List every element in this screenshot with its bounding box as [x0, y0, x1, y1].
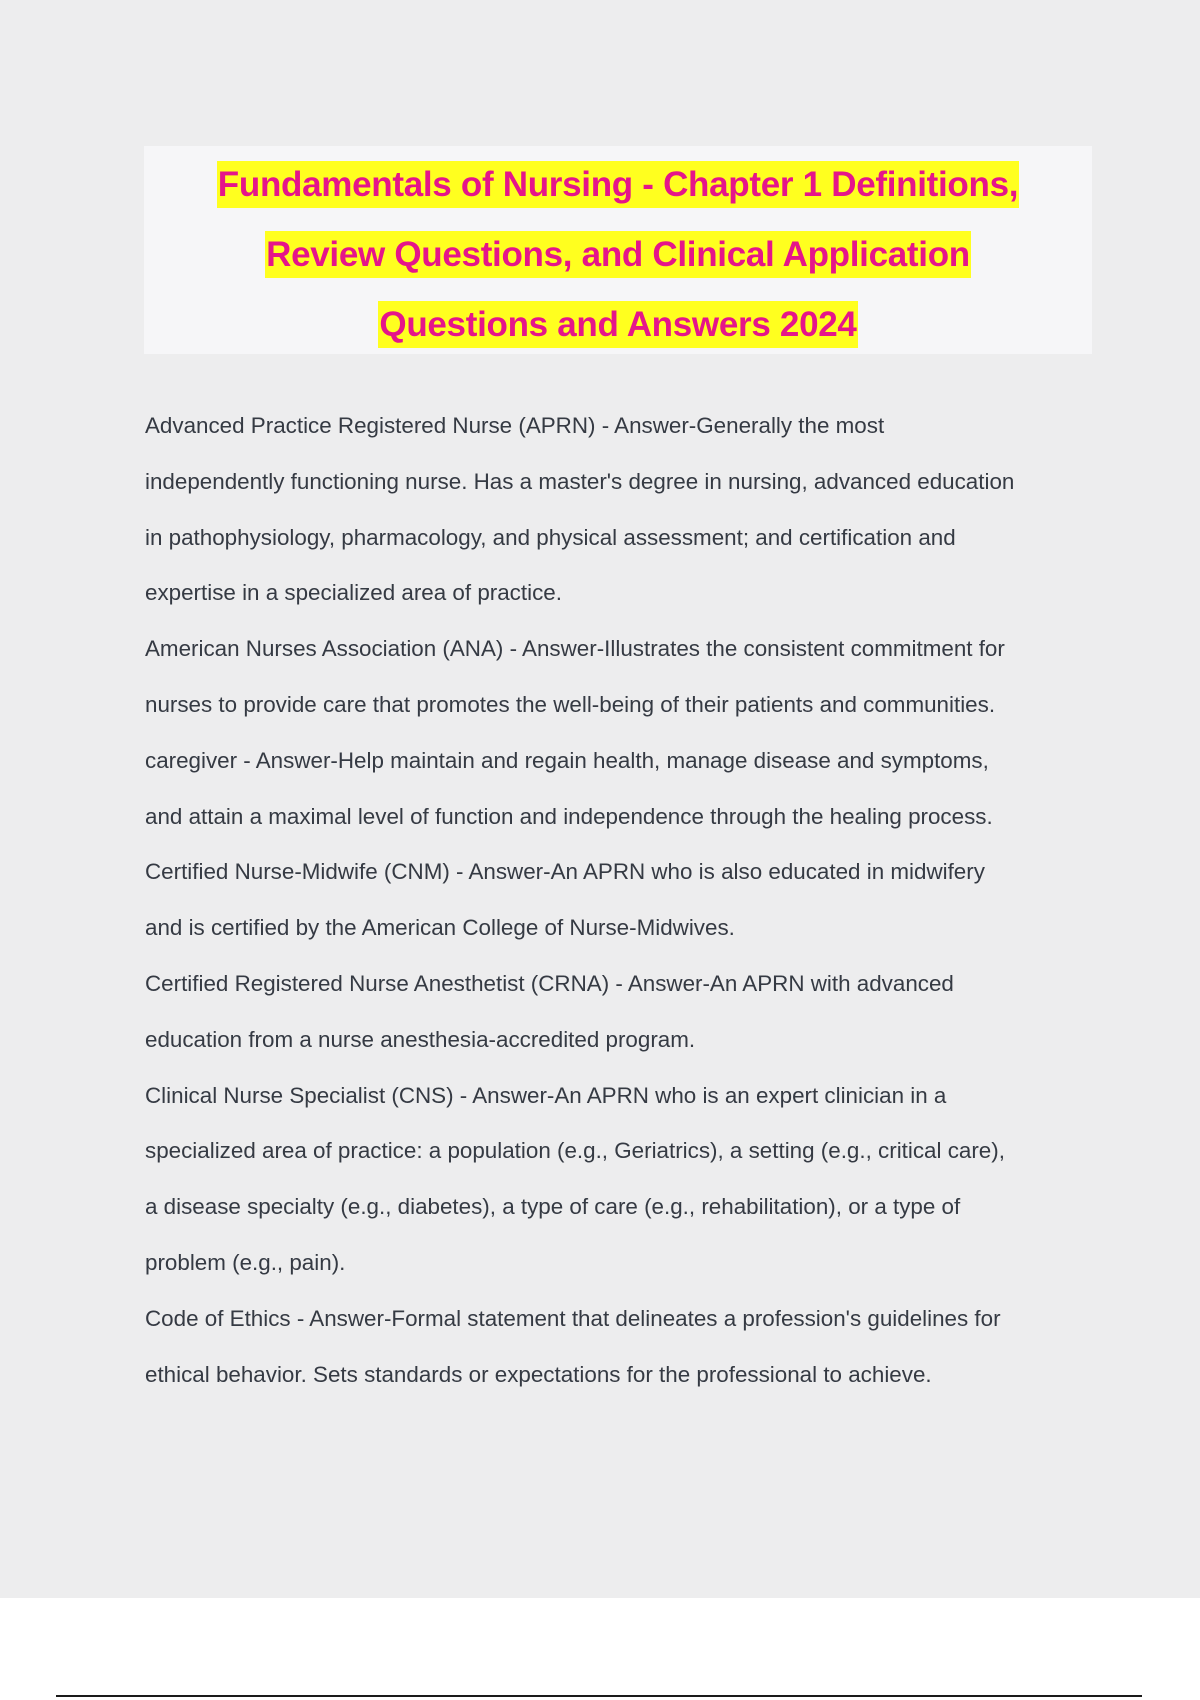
title-line-text: Fundamentals of Nursing - Chapter 1 Definitions,	[217, 161, 1019, 208]
title-line-text: Review Questions, and Clinical Application	[265, 231, 971, 278]
document-body	[145, 398, 1095, 1402]
body-line: specialized area of practice: a population (e.g., Geriatrics), a setting (e.g., critical care),	[145, 1138, 1005, 1164]
body-line: nurses to provide care that promotes the well-being of their patients and communities.	[145, 691, 996, 717]
body-line: Certified Nurse-Midwife (CNM) - Answer-An APRN who is also educated in midwifery	[145, 859, 985, 885]
body-line: independently functioning nurse. Has a master's degree in nursing, advanced education	[145, 468, 1015, 494]
title-line	[144, 220, 1092, 290]
body-line: and is certified by the American College of Nurse-Midwives.	[145, 915, 735, 941]
body-line: ethical behavior. Sets standards or expectations for the professional to achieve.	[145, 1361, 932, 1387]
body-line: and attain a maximal level of function and independence through the healing process.	[145, 803, 993, 829]
document-title	[144, 146, 1092, 354]
body-line: Clinical Nurse Specialist (CNS) - Answer-An APRN who is an expert clinician in a	[145, 1082, 947, 1108]
title-line-text: Questions and Answers 2024	[378, 301, 857, 348]
body-line: in pathophysiology, pharmacology, and physical assessment; and certification and	[145, 524, 956, 550]
page-divider	[56, 1695, 1142, 1697]
body-line: Certified Registered Nurse Anesthetist (CRNA) - Answer-An APRN with advanced	[145, 970, 954, 996]
body-line: American Nurses Association (ANA) - Answer-Illustrates the consistent commitment for	[145, 636, 1005, 662]
body-line: a disease specialty (e.g., diabetes), a type of care (e.g., rehabilitation), or a type of	[145, 1194, 961, 1220]
body-line: education from a nurse anesthesia-accredited program.	[145, 1026, 696, 1052]
title-line	[144, 150, 1092, 220]
title-line	[144, 290, 1092, 360]
body-line: problem (e.g., pain).	[145, 1249, 346, 1275]
body-line: caregiver - Answer-Help maintain and regain health, manage disease and symptoms,	[145, 747, 989, 773]
body-line: expertise in a specialized area of practice.	[145, 580, 562, 606]
body-line: Code of Ethics - Answer-Formal statement that delineates a profession's guidelines for	[145, 1305, 1001, 1331]
body-line: Advanced Practice Registered Nurse (APRN) - Answer-Generally the most	[145, 413, 885, 438]
